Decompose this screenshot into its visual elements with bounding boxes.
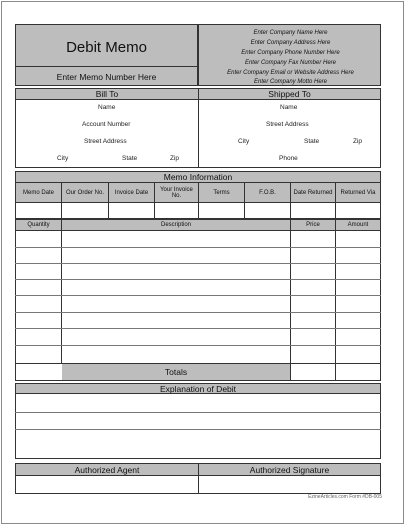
page-title: Debit Memo: [66, 38, 147, 56]
your-invoice-no-header: Your Invoice No.: [160, 186, 193, 199]
amount-header: Amount: [347, 222, 369, 228]
bill-to-street-field[interactable]: Street Address: [84, 138, 127, 145]
ship-to-city-field[interactable]: City: [238, 138, 250, 145]
company-address-field[interactable]: Enter Company Address Here: [250, 39, 331, 46]
company-motto-field[interactable]: Enter Company Motto Here: [253, 78, 328, 85]
explanation-line[interactable]: [15, 429, 381, 430]
form-credit: EzineArticles.com Form #DB-005: [308, 494, 382, 500]
bill-to-name-field[interactable]: Name: [98, 104, 116, 111]
invoice-date-header: Invoice Date: [114, 189, 149, 196]
totals-label: Totals: [62, 364, 290, 380]
bill-to-city-field[interactable]: City: [57, 155, 69, 162]
authorized-signature-label: Authorized Signature: [199, 464, 380, 475]
returned-via-header: Returned Via: [340, 189, 376, 196]
memo-date-header: Memo Date: [22, 189, 54, 196]
authorized-agent-field[interactable]: [16, 476, 198, 493]
description-header: Description: [160, 222, 191, 228]
company-fax-field[interactable]: Enter Company Fax Number Here: [244, 59, 337, 66]
memo-number-field[interactable]: Enter Memo Number Here: [56, 71, 157, 82]
memo-info-heading: Memo Information: [16, 172, 380, 182]
bill-to-account-field[interactable]: Account Number: [82, 121, 131, 128]
bill-to-zip-field[interactable]: Zip: [170, 155, 180, 162]
explanation-heading: Explanation of Debit: [16, 384, 380, 393]
price-header: Price: [306, 222, 320, 228]
ship-to-state-field[interactable]: State: [304, 138, 320, 145]
date-returned-header: Date Returned: [293, 189, 333, 196]
explanation-line[interactable]: [15, 412, 381, 413]
bill-to-heading: Bill To: [16, 89, 198, 99]
quantity-header: Quantity: [27, 222, 50, 228]
shipped-to-heading: Shipped To: [199, 89, 380, 99]
ship-to-phone-field[interactable]: Phone: [279, 155, 298, 162]
our-order-no-header: Our Order No.: [65, 189, 104, 196]
ship-to-name-field[interactable]: Name: [280, 104, 298, 111]
company-email-field[interactable]: Enter Company Email or Website Address Here: [227, 69, 354, 76]
explanation-section: [15, 383, 381, 459]
items-table: [15, 219, 381, 381]
debit-memo-form: [1, 1, 404, 524]
terms-header: Terms: [213, 189, 230, 196]
company-name-field[interactable]: Enter Company Name Here: [253, 29, 328, 36]
company-info-panel: [198, 24, 381, 86]
company-phone-field[interactable]: Enter Company Phone Number Here: [241, 49, 340, 56]
authorized-signature-field[interactable]: [199, 476, 380, 493]
fob-header: F.O.B.: [259, 189, 276, 196]
ship-to-zip-field[interactable]: Zip: [353, 138, 363, 145]
ship-to-street-field[interactable]: Street Address: [266, 121, 309, 128]
authorized-agent-label: Authorized Agent: [16, 464, 198, 475]
bill-to-state-field[interactable]: State: [122, 155, 138, 162]
